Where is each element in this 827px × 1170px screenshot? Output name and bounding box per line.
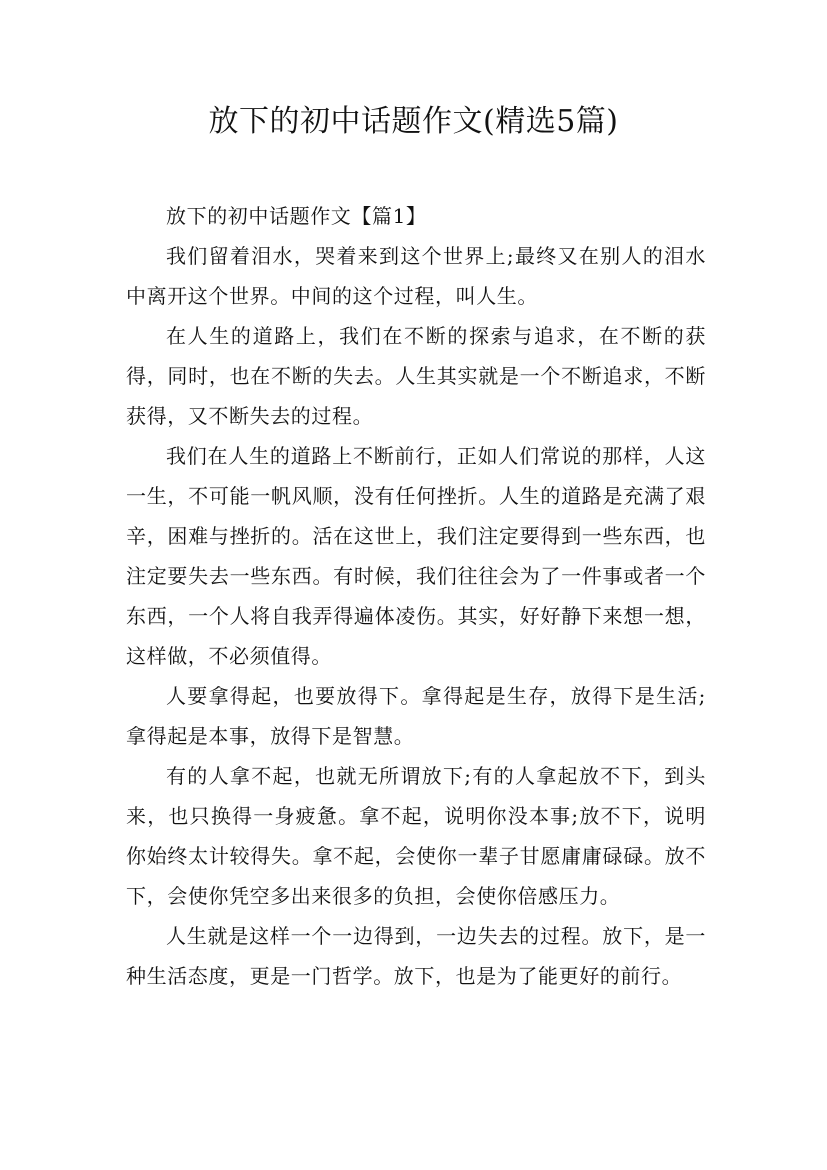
paragraph: 有的人拿不起，也就无所谓放下;有的人拿起放不下，到头来，也只换得一身疲惫。拿不起，说明你没本事;放不下，说明你始终太计较得失。拿不起，会使你一辈子甘愿庸庸碌碌。放不下，会使你凭空多出来很多的负担，会使你倍感压力。 bbox=[126, 764, 706, 908]
paragraph: 我们留着泪水，哭着来到这个世界上;最终又在别人的泪水中离开这个世界。中间的这个过程，叫人生。 bbox=[126, 244, 706, 308]
paragraph: 人要拿得起，也要放得下。拿得起是生存，放得下是生活;拿得起是本事，放得下是智慧。 bbox=[126, 684, 706, 748]
paragraph: 人生就是这样一个一边得到，一边失去的过程。放下，是一种生活态度，更是一门哲学。放下，也是为了能更好的前行。 bbox=[126, 924, 706, 988]
section-heading: 放下的初中话题作文【篇1】 bbox=[166, 204, 427, 228]
paragraph: 我们在人生的道路上不断前行，正如人们常说的那样，人这一生，不可能一帆风顺，没有任何挫折。人生的道路是充满了艰辛，困难与挫折的。活在这世上，我们注定要得到一些东西，也注定要失去一些东西。有时候，我们往往会为了一件事或者一个东西，一个人将自我弄得遍体凌伤。其实，好好静下来想一想，这样做，不必须值得。 bbox=[126, 444, 706, 668]
paragraph: 在人生的道路上，我们在不断的探索与追求，在不断的获得，同时，也在不断的失去。人生其实就是一个不断追求，不断获得，又不断失去的过程。 bbox=[126, 324, 706, 428]
document-body bbox=[126, 196, 706, 996]
document-title: 放下的初中话题作文(精选5篇) bbox=[208, 104, 619, 139]
